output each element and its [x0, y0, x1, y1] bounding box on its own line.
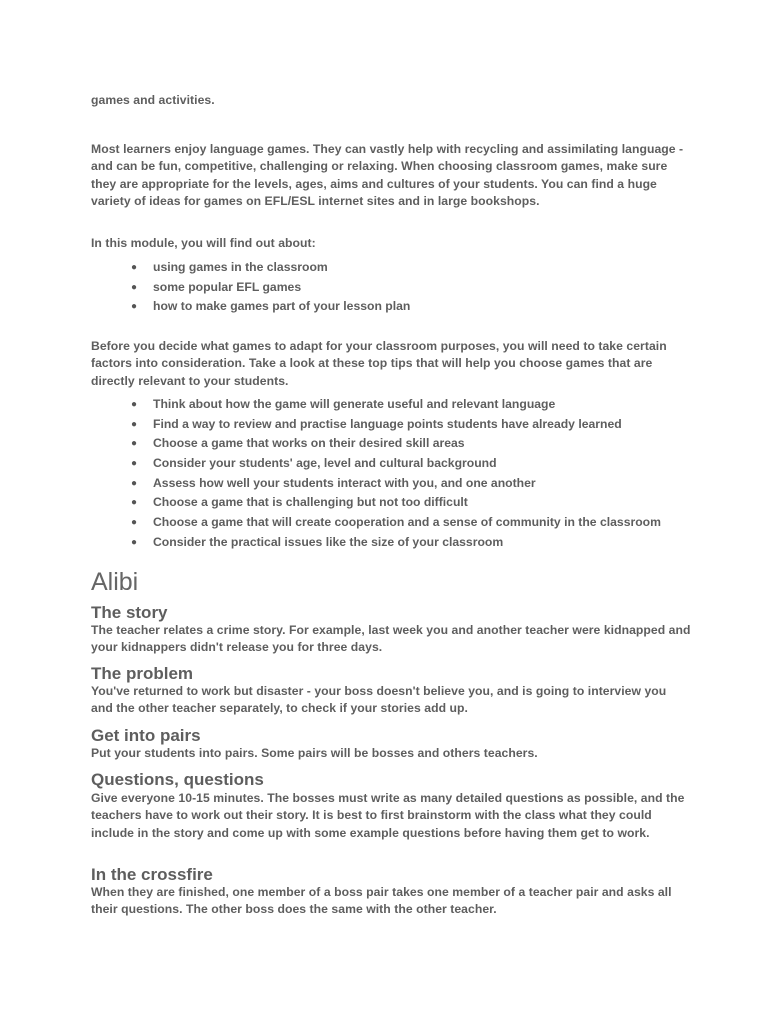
- section-body-crossfire: When they are finished, one member of a boss pair takes one member of a teacher pair and asks all their questions. The other boss does the same with the other teacher.: [91, 885, 672, 917]
- list-item: ● Consider the practical issues like the size of your classroom: [131, 533, 661, 553]
- bullet-icon: ●: [131, 536, 138, 548]
- module-topics-list: [131, 258, 410, 317]
- list-item: ● Think about how the game will generate useful and relevant language: [131, 395, 661, 415]
- section-heading-problem: The problem: [91, 664, 194, 683]
- bullet-icon: ●: [131, 497, 138, 509]
- game-title: Alibi: [91, 568, 139, 596]
- list-item: ● Assess how well your students interact with you, and one another: [131, 474, 661, 494]
- list-item: ● using games in the classroom: [131, 258, 410, 278]
- list-item: ● Choose a game that works on their desired skill areas: [131, 434, 661, 454]
- section-heading-questions: Questions, questions: [91, 770, 264, 789]
- section-body-questions: Give everyone 10-15 minutes. The bosses must write as many detailed questions as possible, and the teachers have to work out their story. It is best to first brainstorm with the class what they could include in the story and come up with some example questions before having them get to work.: [91, 791, 685, 840]
- section-body-problem: You've returned to work but disaster - your boss doesn't believe you, and is going to interview you and the other teacher separately, to check if your stories add up.: [91, 684, 667, 716]
- list-item: ● Consider your students' age, level and cultural background: [131, 454, 661, 474]
- list-item: ● Find a way to review and practise language points students have already learned: [131, 415, 661, 435]
- list-item: ● how to make games part of your lesson plan: [131, 297, 410, 317]
- bullet-icon: ●: [131, 262, 138, 273]
- bullet-icon: ●: [131, 418, 138, 430]
- section-heading-pairs: Get into pairs: [91, 726, 201, 745]
- paragraph-top-tips: Before you decide what games to adapt for your classroom purposes, you will need to take certain factors into consideration. Take a look at these top tips that will help you choose games that are directly relevant to your students.: [91, 339, 667, 388]
- list-item: ● Choose a game that will create cooperation and a sense of community in the classroom: [131, 513, 661, 533]
- bullet-icon: ●: [131, 458, 138, 470]
- section-heading-story: The story: [91, 603, 168, 622]
- section-body-story: The teacher relates a crime story. For example, last week you and another teacher were kidnapped and your kidnappers didn't release you for three days.: [91, 623, 691, 655]
- bullet-icon: ●: [131, 301, 138, 313]
- list-item: ● Choose a game that is challenging but not too difficult: [131, 493, 661, 513]
- intro-fragment: games and activities.: [91, 93, 215, 107]
- list-item: ● some popular EFL games: [131, 278, 410, 298]
- bullet-icon: ●: [131, 477, 138, 489]
- section-heading-crossfire: In the crossfire: [91, 865, 213, 884]
- bullet-icon: ●: [131, 438, 138, 450]
- paragraph-language-games: Most learners enjoy language games. They can vastly help with recycling and assimilating language - and can be fun, competitive, challenging or relaxing. When choosing classroom games, make sure they are appropriate for the levels, ages, aims and cultures of your students. You can find a huge variety of ideas for games on EFL/ESL internet sites and in large bookshops.: [91, 142, 684, 208]
- bullet-icon: ●: [131, 517, 138, 529]
- bullet-icon: ●: [131, 399, 138, 410]
- module-intro: In this module, you will find out about:: [91, 236, 316, 250]
- tips-list: [131, 395, 661, 553]
- section-body-pairs: Put your students into pairs. Some pairs will be bosses and others teachers.: [91, 746, 538, 760]
- bullet-icon: ●: [131, 281, 138, 293]
